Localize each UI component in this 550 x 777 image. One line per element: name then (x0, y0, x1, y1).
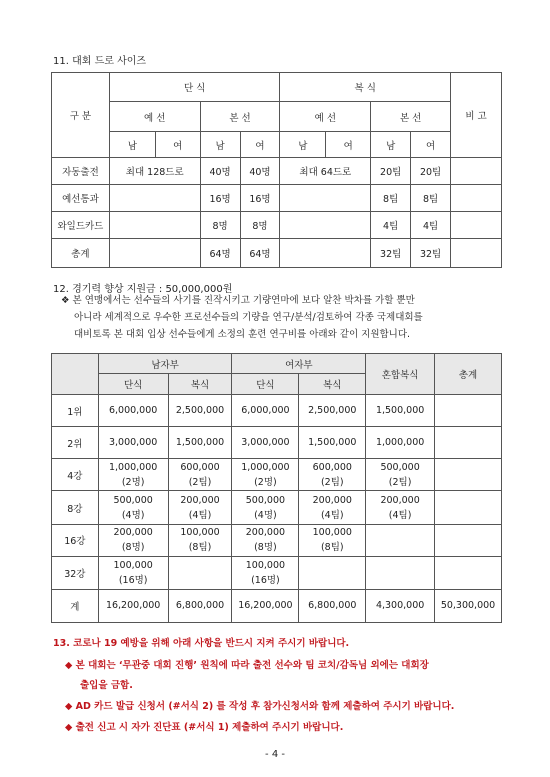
amount: 1,000,000 (241, 461, 290, 473)
cell: 1,000,000 (366, 427, 435, 459)
col-gubun: 구 분 (52, 73, 110, 158)
cell: 8팀 (411, 185, 451, 212)
cell (280, 239, 371, 268)
cell (435, 459, 502, 491)
rank-cell: 4강 (52, 459, 99, 491)
singles-prelim: 예 선 (109, 102, 200, 132)
count: (4팀) (188, 509, 212, 521)
singles-main: 본 선 (200, 102, 280, 132)
amount: 200,000 (380, 494, 420, 506)
cell: 16,200,000 (232, 589, 299, 622)
count: (8팀) (188, 542, 212, 554)
table-row (52, 158, 502, 185)
cell (299, 524, 366, 556)
cell: 16명 (240, 185, 280, 212)
cell: 6,000,000 (98, 395, 168, 427)
cell: 2,500,000 (168, 395, 232, 427)
doubles-prelim: 예 선 (280, 102, 371, 132)
col-doubles: 복 식 (280, 73, 451, 102)
cell: 6,000,000 (232, 395, 299, 427)
cell (168, 459, 232, 491)
cell: 20팀 (371, 158, 411, 185)
amount: 200,000 (245, 527, 286, 539)
draw-size-table (51, 72, 502, 268)
row-label: 와일드카드 (52, 212, 110, 239)
cell (451, 212, 502, 239)
cell (109, 212, 200, 239)
col-mixed: 혼합복식 (366, 354, 435, 395)
table-row-total (52, 589, 502, 622)
cell (168, 491, 232, 524)
cell (232, 524, 299, 556)
count: (2명) (254, 476, 277, 488)
cell: 64명 (200, 239, 240, 268)
d-pre-female: 여 (326, 132, 371, 158)
count: (16명) (251, 574, 280, 586)
amount: 100,000 (312, 527, 352, 539)
table-row (52, 395, 502, 427)
cell (435, 427, 502, 459)
table-row (52, 491, 502, 524)
count: (2팀) (188, 476, 212, 488)
bullet-1-line-1: ◆ 본 대회는 ‘무관중 대회 진행’ 원칙에 따라 출전 선수와 팀 코치/감독님 외에는 대회장 (65, 660, 429, 671)
cell: 16명 (200, 185, 240, 212)
cell: 3,000,000 (98, 427, 168, 459)
doubles-main: 본 선 (371, 102, 451, 132)
count: (2명) (121, 476, 145, 488)
table-row (52, 427, 502, 459)
cell (98, 524, 168, 556)
table-row (52, 239, 502, 268)
cell (435, 395, 502, 427)
cell (232, 491, 299, 524)
section-12-title: 12. 경기력 향상 지원금 : 50,000,000원 (53, 284, 233, 295)
cell (435, 556, 502, 589)
col-women: 여자부 (232, 354, 366, 374)
prize-money-table (51, 353, 502, 623)
count: (2팀) (388, 476, 412, 488)
count: (4팀) (388, 509, 412, 521)
cell (299, 491, 366, 524)
count: (8명) (121, 542, 145, 554)
cell: 64명 (240, 239, 280, 268)
cell: 40명 (240, 158, 280, 185)
rank-cell: 32강 (52, 556, 99, 589)
cell: 4팀 (371, 212, 411, 239)
amount: 200,000 (180, 494, 220, 506)
paragraph-line-3: 대비토록 본 대회 입상 선수들에게 소정의 훈련 연구비를 아래와 같이 지원합니다. (74, 329, 411, 340)
paragraph-line-2: 아니라 세계적으로 우수한 프로선수들의 기량을 연구/분석/검토하여 각종 국제대회를 (74, 312, 423, 323)
rank-cell: 계 (52, 589, 99, 622)
s-pre-female: 여 (155, 132, 200, 158)
col-total: 총계 (435, 354, 502, 395)
cell (109, 185, 200, 212)
amount: 600,000 (312, 461, 352, 473)
rank-cell: 1위 (52, 395, 99, 427)
cell: 32팀 (371, 239, 411, 268)
cell (299, 459, 366, 491)
cell (451, 185, 502, 212)
page-number: - 4 - (265, 749, 285, 760)
amount: 100,000 (113, 559, 153, 571)
table-row (52, 212, 502, 239)
cell (168, 524, 232, 556)
men-doubles: 복식 (168, 374, 232, 395)
amount: 200,000 (312, 494, 352, 506)
cell (299, 556, 366, 589)
cell: 8명 (200, 212, 240, 239)
cell (98, 459, 168, 491)
table-row (52, 185, 502, 212)
cell (366, 556, 435, 589)
count: (2팀) (320, 476, 344, 488)
men-singles: 단식 (98, 374, 168, 395)
cell: 16,200,000 (98, 589, 168, 622)
cell: 6,800,000 (168, 589, 232, 622)
row-label: 자동출전 (52, 158, 110, 185)
row-label: 예선통과 (52, 185, 110, 212)
col-men: 남자부 (98, 354, 232, 374)
cell (435, 524, 502, 556)
cell (232, 556, 299, 589)
row-label: 총계 (52, 239, 110, 268)
s-main-female: 여 (240, 132, 280, 158)
cell (366, 491, 435, 524)
rank-cell: 16강 (52, 524, 99, 556)
cell (168, 556, 232, 589)
bullet-3: ◆ 출전 신고 시 자가 진단표 (#서식 1) 제출하여 주시기 바랍니다. (65, 722, 344, 733)
bullet-1-line-2: 출입을 금함. (80, 680, 133, 691)
amount: 1,000,000 (108, 461, 158, 473)
bullet-2: ◆ AD 카드 발급 신청서 (#서식 2) 를 작성 후 참가신청서와 함께 제출하여 주시기 바랍니다. (65, 701, 455, 712)
section-13-title: 13. 코로나 19 예방을 위해 아래 사항을 반드시 지켜 주시기 바랍니다. (53, 638, 350, 649)
d-pre-male: 남 (280, 132, 326, 158)
cell (98, 491, 168, 524)
rank-cell: 2위 (52, 427, 99, 459)
count: (4명) (121, 509, 145, 521)
col-singles: 단 식 (109, 73, 280, 102)
corner-cell (52, 354, 99, 395)
cell: 1,500,000 (366, 395, 435, 427)
cell (366, 524, 435, 556)
cell (451, 158, 502, 185)
amount: 500,000 (245, 494, 286, 506)
cell (366, 459, 435, 491)
table-row (52, 459, 502, 491)
cell: 4,300,000 (366, 589, 435, 622)
cell: 40명 (200, 158, 240, 185)
s-pre-male: 남 (109, 132, 155, 158)
cell (98, 556, 168, 589)
section-11-title: 11. 대회 드로 사이즈 (53, 56, 147, 67)
cell: 6,800,000 (299, 589, 366, 622)
cell (451, 239, 502, 268)
cell (280, 212, 371, 239)
cell: 1,500,000 (168, 427, 232, 459)
table-row (52, 556, 502, 589)
cell: 8명 (240, 212, 280, 239)
cell: 3,000,000 (232, 427, 299, 459)
amount: 200,000 (113, 527, 153, 539)
cell: 2,500,000 (299, 395, 366, 427)
cell: 8팀 (371, 185, 411, 212)
count: (8명) (254, 542, 277, 554)
women-doubles: 복식 (299, 374, 366, 395)
cell: 4팀 (411, 212, 451, 239)
cell: 20팀 (411, 158, 451, 185)
s-main-male: 남 (200, 132, 240, 158)
cell: 최대 64드로 (280, 158, 371, 185)
amount: 100,000 (245, 559, 286, 571)
count: (16명) (118, 574, 148, 586)
count: (4명) (254, 509, 277, 521)
cell: 50,300,000 (435, 589, 502, 622)
cell: 1,500,000 (299, 427, 366, 459)
cell (232, 459, 299, 491)
col-note: 비 고 (451, 73, 502, 158)
count: (8팀) (320, 542, 344, 554)
cell (435, 491, 502, 524)
cell: 최대 128드로 (109, 158, 200, 185)
amount: 500,000 (113, 494, 153, 506)
cell (109, 239, 200, 268)
paragraph-line-1: ❖ 본 연맹에서는 선수들의 사기를 진작시키고 기량연마에 보다 알찬 박차를 가할 뿐만 (61, 295, 415, 306)
rank-cell: 8강 (52, 491, 99, 524)
d-main-male: 남 (371, 132, 411, 158)
amount: 100,000 (180, 527, 220, 539)
cell (280, 185, 371, 212)
women-singles: 단식 (232, 374, 299, 395)
amount: 600,000 (180, 461, 220, 473)
table-row (52, 524, 502, 556)
amount: 500,000 (380, 461, 420, 473)
count: (4팀) (320, 509, 344, 521)
cell: 32팀 (411, 239, 451, 268)
d-main-female: 여 (411, 132, 451, 158)
